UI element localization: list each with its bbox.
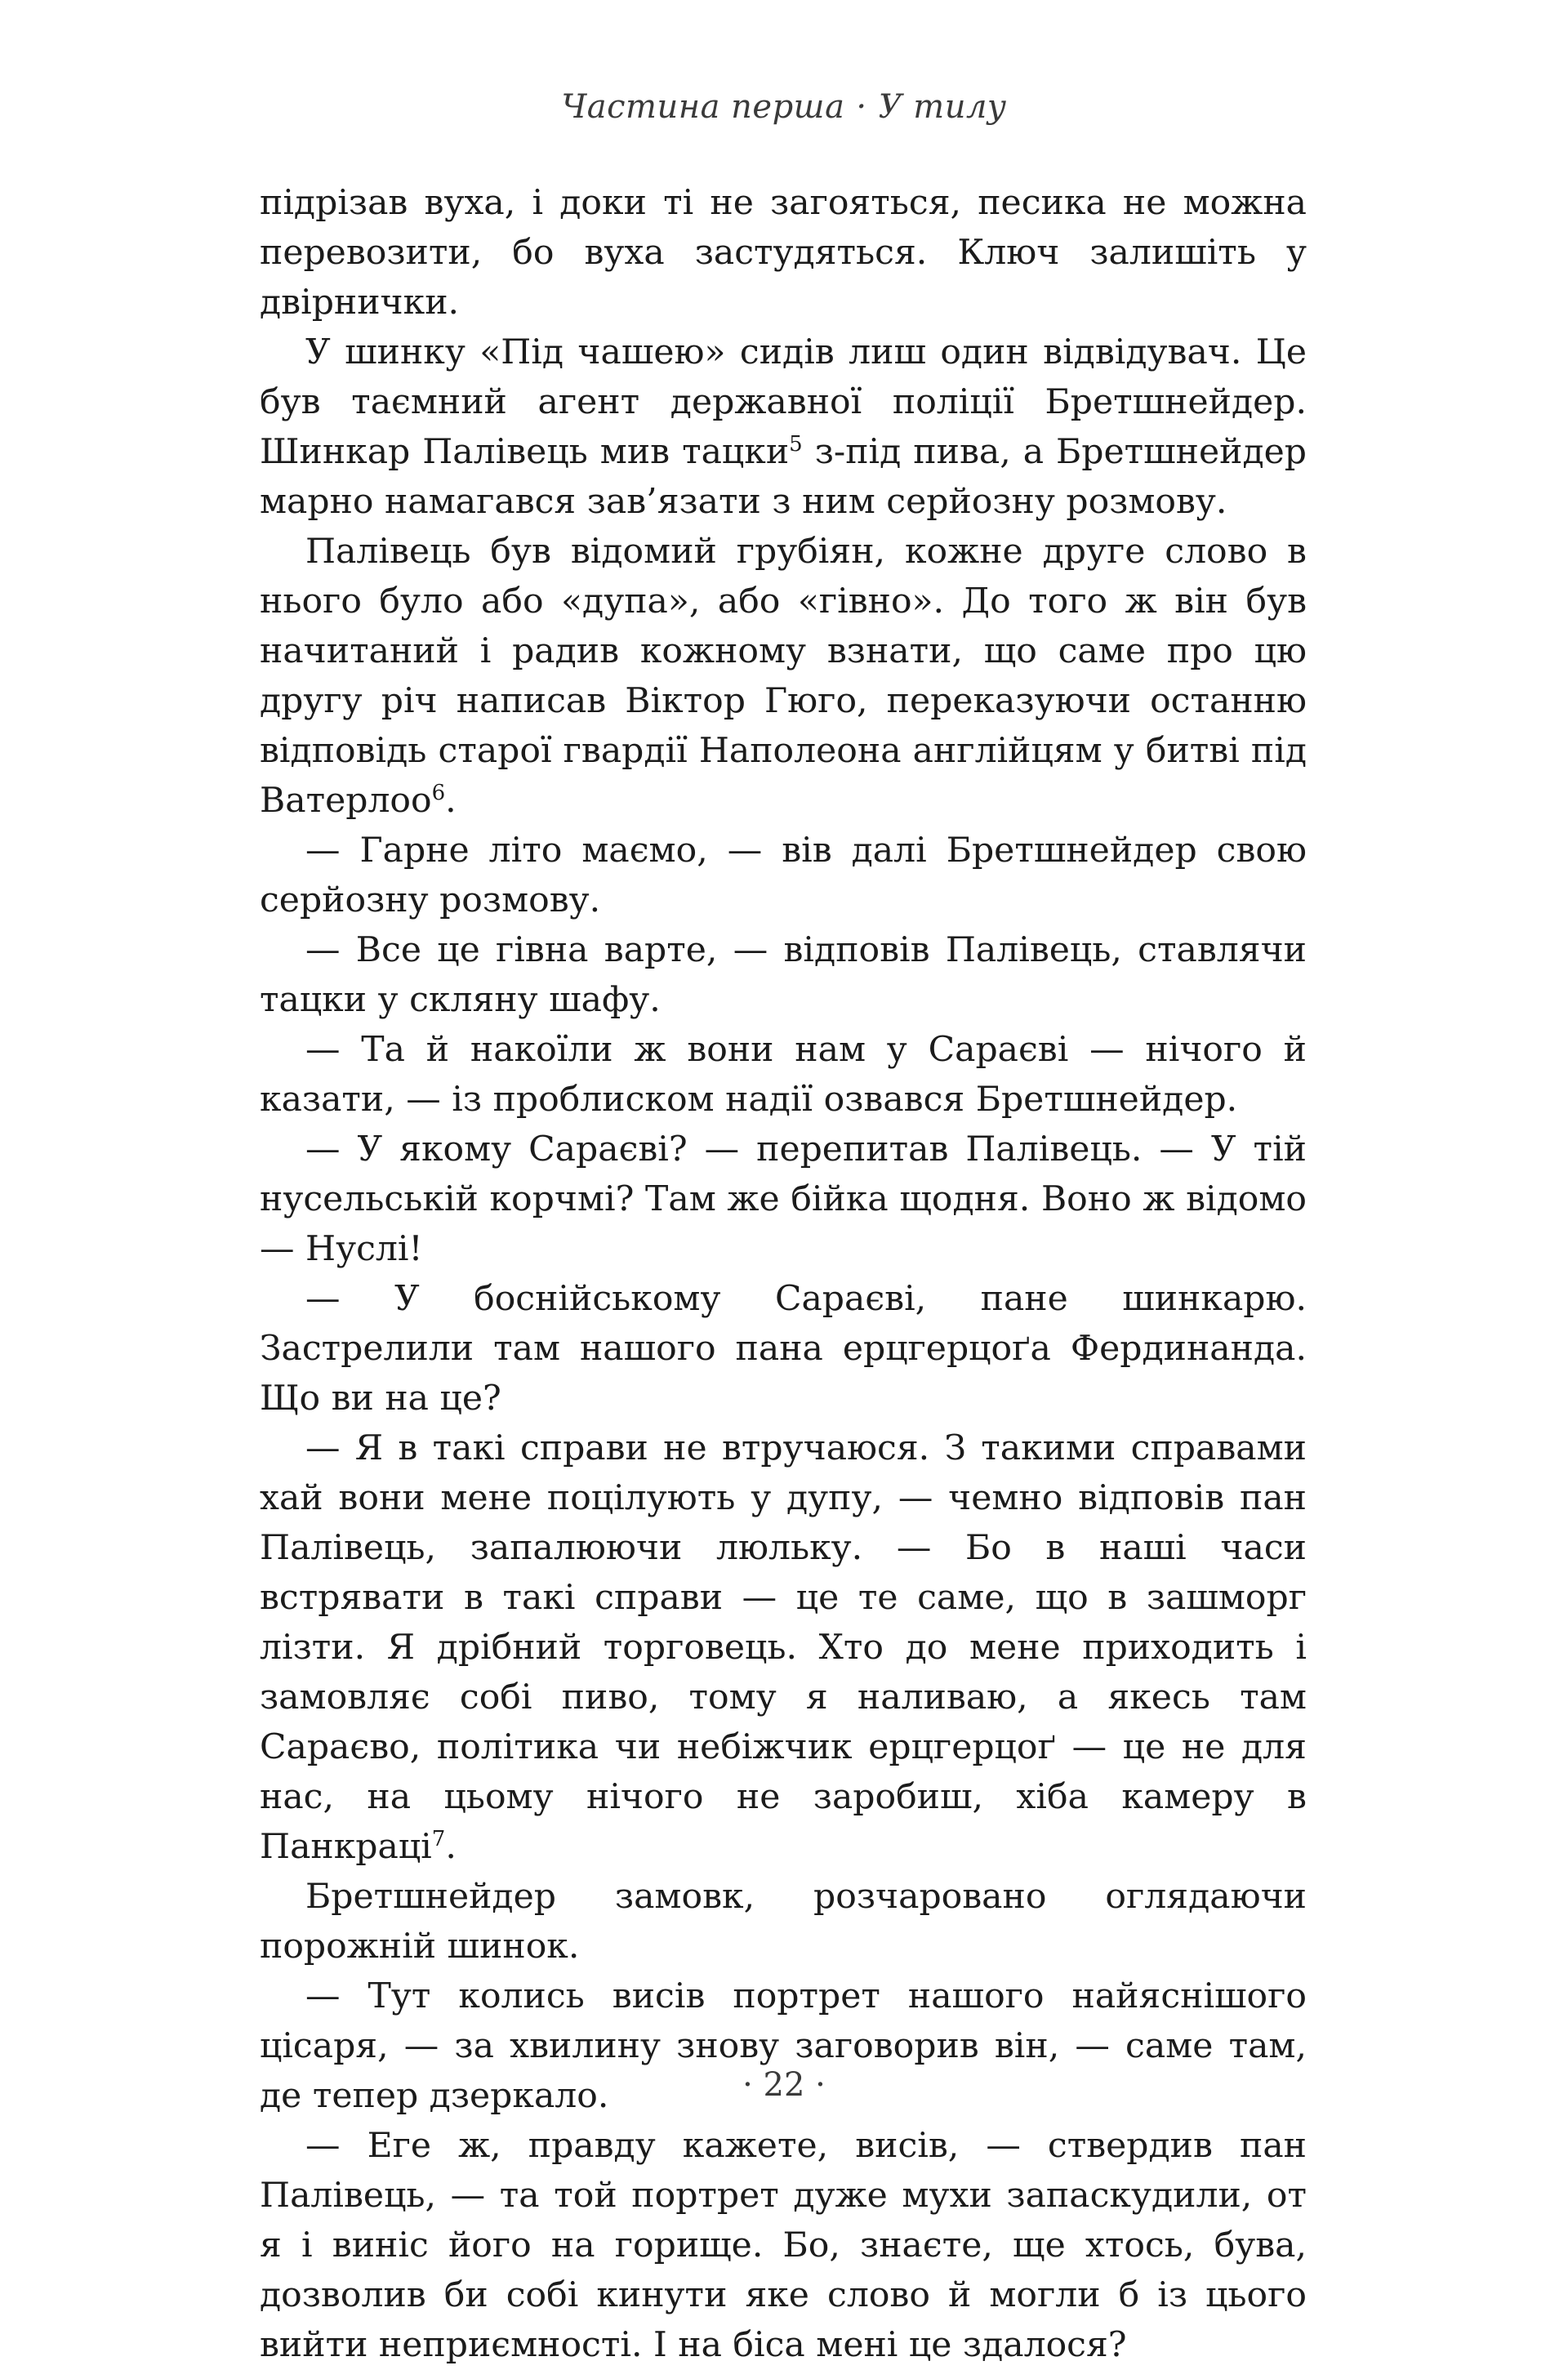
footnote-ref: 5	[789, 431, 803, 457]
paragraph: — У боснійському Сараєві, пане шинкарю. Застрелили там нашого пана ерцгерцоґа Фердинанда. Що ви на це?	[260, 1279, 1307, 1419]
paragraph: — У якому Сараєві? — перепитав Палівець. — У тій нусельській корчмі? Там же бійка щодня. Воно ж відомо — Нуслі!	[260, 1129, 1307, 1269]
paragraph: — Все це гівна варте, — відповів Палівець, ставлячи тацки у скляну шафу.	[260, 930, 1307, 1020]
footnote-ref: 6	[431, 780, 446, 805]
running-head-section: У тилу	[878, 88, 1007, 126]
paragraph: У шинку «Під чашею» сидів лиш один відвідувач. Це був таємний агент державної поліції Бретшнейдер. Шинкар Палівець мив тацки$^5$ з-під пива, а Бретшнейдер марно намагався зав’язати з ним серйозну розмову.	[260, 332, 1307, 522]
paragraph: Палівець був відомий грубіян, кожне друге слово в нього було або «дупа», або «гівно». До того ж він був начитаний і радив кожному взнати, що саме про цю другу річ написав Віктор Гюго, переказуючи останню відповідь старої гвардії Наполеона англійцям у битві під Ватерлоо$^6$.	[260, 532, 1307, 821]
page-number: · 22 ·	[742, 2066, 826, 2104]
running-head-separator: ·	[856, 88, 867, 126]
paragraph: — Я в такі справи не втручаюся. З такими справами хай вони мене поцілують у дупу, — чемно відповів пан Палівець, запалюючи люльку. — Бо в наші часи встрявати в такі справи — це те саме, що в зашморг лізти. Я дрібний торговець. Хто до мене приходить і замовляє собі пиво, тому я наливаю, а якесь там Сараєво, політика чи небіжчик ерцгерцоґ — це не для нас, на цьому нічого не заробиш, хіба камеру в Панкраці$^7$.	[260, 1428, 1307, 1867]
running-head-part: Частина перша	[561, 88, 845, 126]
paragraph: — Еге ж, правду кажете, висів, — ствердив пан Палівець, — та той портрет дуже мухи запаскудили, от я і виніс його на горище. Бо, знаєте, ще хтось, бува, дозволив би собі кинути яке слово й могли б із цього вийти неприємності. І на біса мені це здалося?	[260, 2126, 1307, 2365]
running-head	[0, 88, 1568, 126]
body-text	[260, 178, 1307, 2370]
paragraph: — Та й накоїли ж вони нам у Сараєві — нічого й казати, — із проблиском надії озвався Бретшнейдер.	[260, 1030, 1307, 1120]
footnote-ref: 7	[431, 1826, 446, 1851]
paragraph: Бретшнейдер замовк, розчаровано оглядаючи порожній шинок.	[260, 1877, 1307, 1967]
paragraph: підрізав вуха, і доки ті не загояться, песика не можна перевозити, бо вуха застудяться. Ключ залишіть у двірнички.	[260, 183, 1307, 323]
paragraph: — Тут колись висів портрет нашого найяснішого цісаря, — за хвилину знову заговорив він, — саме там, де тепер дзеркало.	[260, 1976, 1307, 2116]
paragraph: — Гарне літо маємо, — вів далі Бретшнейдер свою серйозну розмову.	[260, 831, 1307, 920]
